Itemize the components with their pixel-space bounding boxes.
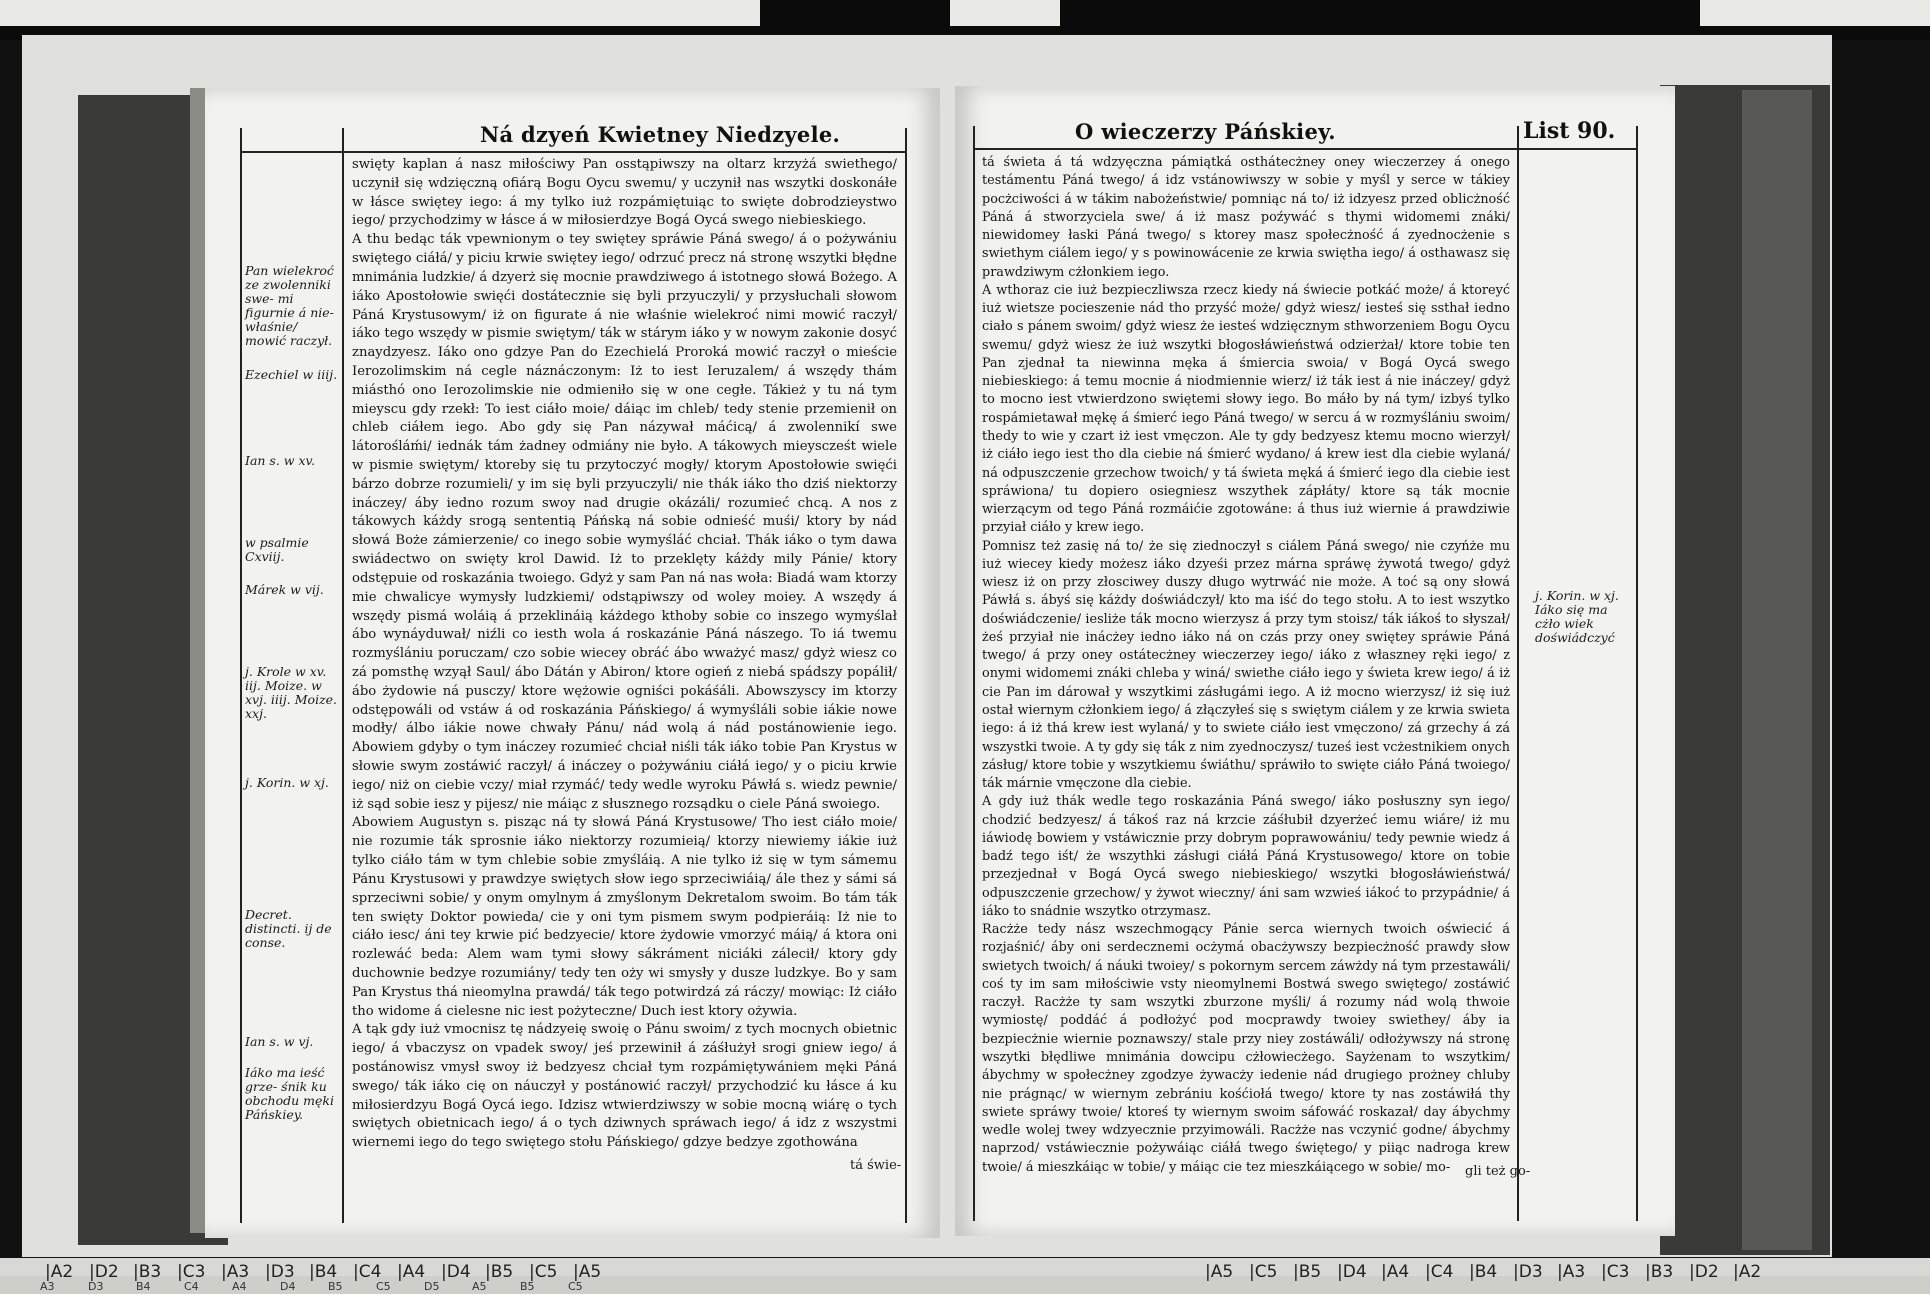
margin-note: w psalmie Cxviij. [245, 535, 309, 564]
inner-column-rule [973, 126, 975, 1221]
paragraph: tá świeta á tá wdzyęczna pámiątká osthátecżney oney wieczerzey á onego testámentu Páná twego/ á idz vstánowiwszy w sobie y myśl y serce w tákiey pocżciwości á w tákim nabożeństwie/ pomniąc ná to/ iż idzyesz przed oblicżność Páná á stworzyciela swe/ á iż masz poźywáć s thymi widomemi znáki/ niewidomey łaski Páná twego/ s ktorey masz społecżność á zyednocżenie s swiethym ciálem iego/ y s powinowácenie ze krwia swiętha iego/ á osthawasz się prawdziwym cżłonkiem iego. [982, 155, 1510, 280]
film-edge-label: C5 [568, 1280, 583, 1293]
paragraph: A tąk gdy iuż vmocnisz tę nádzyeię swoię o Pánu swoim/ z tych mocnych obietnic iego/ á vbaczysz on vpadek swoy/ jeś przewinił á záśłużył srogi gniew iego/ á postánowisz vmysł swoy iż bedzyesz chciał tym rozpámiętywániem męki Páná swego/ ták iáko cię on náuczył y postánowić raczył/ przychodzić ku łásce á ku miłosierdzyu Bogá Oycá iego. Idzisz wtwierdziwszy w sobie mocną wiárę o tych swiętych obietnicach iego/ á o tych dziwnych spráwach iego/ á idz z wszystmi wiernemi iego do tego swiętego stołu Páńskiego/ gdzye bedzye zgothowána [352, 1022, 897, 1151]
catchword: gli też go- [1465, 1164, 1531, 1179]
right-body-text [982, 154, 1510, 1194]
film-edge-label: |C3 [1601, 1262, 1630, 1282]
film-top-tab [0, 0, 760, 26]
running-head-right: O wieczerzy Páńskiey. [1075, 119, 1336, 144]
paragraph: A gdy iuż thák wedle tego roskazánia Páná swego/ iáko posłuszny syn iego/ chodzić bedzyesz/ á tákoś raz ná krzcie záśłubił dzyerżeć iemu wiáre/ iż mu iáwiodę bowiem y vstáwicznie przy dobrym poprawowániu/ tedy pewnie wiedz á badź tego iśt/ że wszythki zásługi ciáłá Páná Krystusowego/ ktore on tobie przezjednał v Bogá Oycá swego niebieskiego/ wszytki błogosłáwieństwá/ odpuszczenie grzechow/ y żywot wieczny/ áni sam wzwieś iákoć to przypádnie/ á iáko to snádnie wszytko otrzymasz. [982, 794, 1510, 919]
film-edge-label: |D4 [1337, 1262, 1367, 1282]
margin-note: Ian s. w vj. [245, 1034, 314, 1049]
film-edge-label: |D3 [265, 1262, 295, 1282]
film-edge-label: |A5 [1205, 1262, 1234, 1282]
outer-column-rule [1636, 126, 1638, 1221]
left-body-text [352, 156, 897, 1186]
film-edge-label: |A3 [221, 1262, 250, 1282]
margin-note: Ian s. w xv. [245, 453, 316, 468]
catchword: tá świe- [850, 1158, 902, 1173]
film-edge-label: D3 [88, 1280, 104, 1293]
header-rule [240, 151, 905, 153]
film-edge-label: |C3 [177, 1262, 206, 1282]
film-edge-label: |D3 [1513, 1262, 1543, 1282]
margin-note: Decret. distincti. ij de conse. [245, 907, 332, 950]
paragraph: Racżże tedy nász wszechmogący Pánie serca wiernych twoich oświecić á rozjaśnić/ áby oni serdecznemi ocżymá obacżywszy bezpiecżność prawdy słow swietych twoich/ á náuki twoiey/ s pokornym sercem záwżdy ná tym przestawáli/ coś ty im sam miłościwie vsty nieomylnemi Bostwá swego swiętego/ zostáwić raczył. Racżże ty sam wszytki zburzone myśli/ á rozumy nád wolą thwoie wymiostę/ poddáć á podłożyć pod mocprawdy twoiey swiethey/ áby ia bezpiecżnie wiernie poznawszy/ stale przy niey zostáwáli/ odłożywszy ná stronę wszytki błędliwe mnimánia dowcipu cżłowiecżego. Sayżenam to wszytkim/ ábychmy w społecżney zgodzye żywacży iedenie nád drugiego prożney chluby nie prágnąc/ w wiernym zebrániu kośćiołá twego/ ktore ty nas zostáwiłá thy swiete spráwy twoie/ ktoreś ty wiernym swoim sáfowáć roskazał/ day ábychmy wedle wolej twey wdzyecznie przyimowáli. Racżże nas vczynić godne/ ábychmy naprzod/ vstáwiecznie pożywáiąc ciáłá twego świętego/ y piiąc nadroga krew twoie/ á mieszkáiąc w tobie/ y máiąc cie tez mieszkáiącego w sobie/ mo- [982, 922, 1510, 1175]
margin-note: Pan wielekroć ze zwolenniki swe- mi figurnie á nie- właśnie/ mowić raczył. [245, 263, 334, 348]
margin-note: j. Korin. w xj. [245, 775, 329, 790]
film-edge-label: D4 [280, 1280, 296, 1293]
film-edge-label: C4 [184, 1280, 199, 1293]
film-edge-label: |D4 [441, 1262, 471, 1282]
outer-column-rule [240, 128, 242, 1223]
folio-number: List 90. [1523, 118, 1616, 144]
paragraph: Pomnisz też zasię ná to/ że się ziednoczył s ciálem Páná swego/ nie czyńże mu iuż wiecey kiedy możesz iáko dzyeśi przez márna spráwę żywotá twego/ gdyż wiesz iż on przy złosciwey duszy długo wytrwáć nie może. A toć są ony słowá Páwłá s. ábyś się káżdy doświádczył/ kto ma iść do tego stołu. A to iest wszytko doświádczenie/ iesliże ták mocno wierzysz á przy tym stoisz/ ták iákoś to słyszał/ żeś przyiał nie inácżey iedno iáko ná on czás przy oney swiętey spráwie Páná twego/ á przy oney ostátecżney wieczerzey iego/ iáko z właszney ręki iego/ z onymi widomemi znáki chleba y winá/ swiethe ciáło iego y świeta krew iego/ á iż cie Pan im dárował y wszytkimi zásługámi iego. A iż mocno wierzysz/ iż się iuż ostał wiernym cżłonkiem iego/ á złączyłeś się s swiętym ciálem y ze krwia swieta iego: á iż thá krew iest wylaná/ y to swiete ciáło iest vmęczono/ zá grzechy á zá wszystki twoie. A ty gdy się ták z nim zyednoczysz/ tuześ iest vcżestnikiem onych zásług/ ktore tobie y wszytkiemu świáthu/ spráwiło to swięte ciáło Páná twoiego/ ták márnie vmęczone dla ciebie. [982, 538, 1510, 792]
film-edge-label: |B3 [133, 1262, 162, 1282]
header-rule [973, 148, 1638, 150]
film-edge-label: |B3 [1645, 1262, 1674, 1282]
margin-note: Iáko ma ieść grze- śnik ku obchodu męki Páńskiey. [245, 1065, 334, 1122]
film-edge-label: A3 [40, 1280, 55, 1293]
film-edge-label: |D2 [89, 1262, 119, 1282]
film-edge-label: |A4 [1381, 1262, 1410, 1282]
film-edge-label: |B4 [1469, 1262, 1498, 1282]
margin-column-rule [342, 128, 344, 1223]
left-page [205, 88, 940, 1238]
margin-note: Márek w vij. [245, 582, 324, 597]
paragraph: swięty kaplan á nasz miłościwy Pan osstąpiwszy na oltarz krzyżá swiethego/ uczynił się wdzięczną ofiárą Bogu Oycu swemu/ y uczynił nas wszytki doskonáłe w łásce swiętey iego: á my tylko iuż rozpámiętuiąc to swięte dobrodzieystwo iego/ przychodzimy w łásce á w miłosierdzye Bogá Oycá swego niebieskiego. [352, 157, 897, 229]
film-edge-label: C5 [376, 1280, 391, 1293]
film-edge-label: D5 [424, 1280, 440, 1293]
inner-column-rule [905, 128, 907, 1223]
film-edge-label: |A4 [397, 1262, 426, 1282]
film-edge-label: |B4 [309, 1262, 338, 1282]
film-edge-label: |A2 [1733, 1262, 1762, 1282]
film-edge-label: A4 [232, 1280, 247, 1293]
margin-note: j. Korin. w xj. Iáko się ma cżło wiek doświádczyć [1535, 588, 1619, 645]
margin-note: j. Krole w xv. iij. Moize. w xvj. iiij. Moize. xxj. [245, 664, 338, 721]
film-top-tab [950, 0, 1060, 26]
margin-note: Ezechiel w iiij. [245, 367, 338, 382]
film-edge-label: |C5 [1249, 1262, 1278, 1282]
running-head-left: Ná dzyeń Kwietney Niedzyele. [480, 122, 841, 147]
film-edge-label: |C5 [529, 1262, 558, 1282]
paragraph: Abowiem Augustyn s. pisząc ná ty słowá Páná Krystusowe/ Tho iest ciáło moie/ nie rozumie ták sprosnie iáko niektorzy rozumieią/ ktorzy niewiemy iákie iuż tylko ciáło tám w tym chlebie sobie zmyśláią. A nie tylko iż się w tym sámemu Pánu Krystusowi y prawdzye swiętych słow iego sprzeciwiáią/ ále thez y sámi sá sprzeciwni sobie/ y onym omylnym á zmyślonym Dekretalom swoim. Bo tám ták ten swięty Doktor powieda/ cie y oni tym pismem swym podpieráią: Iż nie to ciáło iesc/ áni tey krwie pić bedzyecie/ ktore żydowie vmorzyć máią/ á ktora oni rozlewáć beda: Alem wam tymi słowy sákráment niciáki zálecił/ ktory gdy duchownie bedzye rozumiány/ tedy ten oży wi smysły y dusze ludzkye. Bo y sam Pan Krystus thá nieomylna prawdá/ ták tego potwirdzá zá ráczy/ mowiąc: Iż ciáło tho widome á cielesne nic iest pożyteczne/ Duch iest ktory ożywia. [352, 815, 897, 1019]
film-top-tab [1700, 0, 1930, 26]
film-edge-label: |B5 [1293, 1262, 1322, 1282]
paragraph: A wthoraz cie iuż bezpieczliwsza rzecz kiedy ná świecie potkáć może/ á ktoreyć iuż wietsze pocieszenie nád tho przyść może/ gdyż wiesz/ iesteś się ssthał iedno ciało s pánem swoim/ gdyż wiesz że iesteś wdzięcznym sthworzeniem Bogu Oycu swemu/ gdyż wiesz że iuż wszytki błogosłáwieństwá odzierżał/ ktore tobie ten Pan zjednał ta niewinna męka á śmiercia swoia/ v Bogá Oycá swego niebieskiego: á temu mocnie á niodmiennie wierz/ iż ták iest á nie ináczey/ gdyż to mocno iest vtwierdzono swiętemi słowy iego. Bo máło by ná tym/ izbyś tylko rospámietawał mękę á śmierć iego Páná twego/ w sercu á w rozmyślániu swoim/ thedy to wie y czart iż iest vmęczon. Ale ty gdy bedzyesz ktemu mocno wierzył/ iż ciáło iego iest tho dla ciebie ná śmierć wydano/ á krew iest dla ciebie wylaná/ ná odpuszczenie grzechow twoich/ y tá świeta męká á śmierć iego dla ciebie iest spráwiona/ tu dopiero osiegniesz wszythek zápłáty/ ktore są ták mocnie wierzącym od tego Páná rozmáićie zgotowáne: á thus iuż wiernie á prawdziwie przyiał ciáło y krew iego. [982, 282, 1510, 536]
film-edge-label: |C4 [1425, 1262, 1454, 1282]
film-edge-label: A5 [472, 1280, 487, 1293]
film-edge-label: |A3 [1557, 1262, 1586, 1282]
film-edge-label: |B5 [485, 1262, 514, 1282]
right-page [955, 86, 1675, 1236]
film-edge-label: |A5 [573, 1262, 602, 1282]
film-edge-label: B5 [328, 1280, 343, 1293]
paragraph: A thu bedąc ták vpewnionym o tey swiętey spráwie Páná swego/ á o pożywániu swiętego ciáłá/ y piciu krwie swiętey iego/ odrzuć precz ná stronę wszytki błędne mnimánia ludzkie/ á dzyerż się mocnie prawdziwego á istotnego słowá Bożego. A iáko Apostołowie swięći dostátecznie się byli przyuczyli/ y przysłuchali słowom Páná Krystusowym/ iż on figurate á nie właśnie wielekroć nimi mowić raczył/ iáko tego wszędy w pismie swiętym/ ták w stárym iáko y w nowym zakonie dosyć znaydzyesz. Iáko ono gdzye Pan do Ezechielá Proroká mowić raczył o mieście Ierozolimskim ná cegle náznáczonym: Iż to iest Ieruzalem/ á wszędy thám miásthó ono Ierozolimskie nie odmieniło się w one cegłe. Tákież y tu ná tym mieyscu gdy rzekł: To iest ciáło moie/ dáiąc im chleb/ tedy stenie przemienił on chleb ciáłem iego. Abo gdy się Pan názywał máćicą/ á zwolennikí swe látorośláḿi/ iednák tám żadney odmiány nie było. A tákowych mieyscześt wiele w pismie swiętym/ ktoreby się tu przytoczyć mogły/ ktorym Apostołowie swięći bárzo dobrze rozumieli/ y im się byli przyuczyli/ nie thák iáko tho dziś niektorzy ináczey/ áby iedno rozum swoy nad drugie okázáli/ rozumieć chcą. A nos z tákowych káżdy srogą sententią Páńską ná sobie odnieść muśi/ ktory by nád słowá Boże zámierzenie/ co inego sobie wymyśláć chciał. Thák iáko o tym dawa swiádectwo on swięty krol Dawid. Iż to przeklęty káżdy mily Pánie/ ktory odstępuie od roskazánia twoiego. Gdyż y sam Pan ná nas woła: Biadá wam ktorzy mie chwalicye wymysły ludzkiemi/ odstąpiwszy od woley moiey. A wszędy á wszędy pismá woláią á przeklináią káżdego kthoby sobie co inszego wymyślał ábo wynáyduwał/ niźli co iesth wola á roskazánie Páná nászego. To iá twemu rozmyślániu poruczam/ czo sobie wiecey obráć ábo wważyć masz/ gdyż wiesz co zá pomsthę wzyął Saul/ ábo Dátán y Abiron/ ktore ogień z niebá spádszy popálił/ ábo żydowie ná pusczy/ ktore wężowie ogniści pokáśáli. Abowszyscy im ktorzy odstępowáli od vstáw á od roskazánia Páńskiego/ á wymyśláli sobie iákie nowe modły/ álbo iákie nowe chwały Pánu/ nád wolą á nád postánowienie iego. Abowiem gdyby o tym ináczey rozumieć chciał niśli ták iáko tobie Pan Krystus w słowie swym zostáwić raczył/ á ináczey o pożywániu ciáłá iego/ y o piciu krwie iego/ niż on ciebie vczy/ miał rzymáć/ tedy wedle wyroku Páwłá s. wiedz pewnie/ iż sąd sobie iesz y pijesz/ nie máiąc z słusznego rozsądku o ciele Páná swoiego. [352, 232, 897, 812]
film-edge-label: B5 [520, 1280, 535, 1293]
film-edge-label: |C4 [353, 1262, 382, 1282]
margin-column-rule [1517, 126, 1519, 1221]
film-edge-label: B4 [136, 1280, 151, 1293]
right-page-stack [1742, 90, 1812, 1250]
film-edge-label: |A2 [45, 1262, 74, 1282]
film-edge-label: |D2 [1689, 1262, 1719, 1282]
